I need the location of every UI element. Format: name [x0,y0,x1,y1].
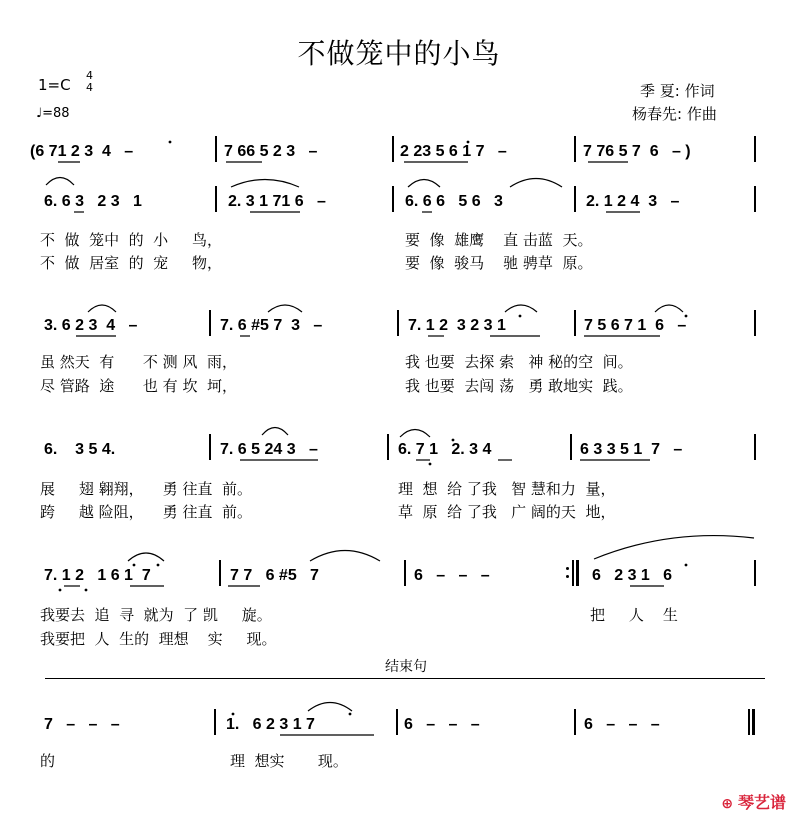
slur [655,305,683,312]
slur [310,551,380,562]
lyric-line: 尽 管路 途 也 有 坎 坷， [40,377,237,395]
lyric-line: 我 也要 去探 索 神 秘的空 间。 [405,353,633,371]
system2-bar4: 2. 1 2 4 3 – [586,193,680,210]
system3-bar4: 7 5 6 7 1 6 – [584,317,687,334]
lyric-line: 我 也要 去闯 荡 勇 敢地实 践。 [405,377,633,395]
slur [88,305,116,312]
system3-bar1: 3. 6 2 3 4 – [44,317,138,334]
lyric-line: 不 做 居室 的 宠 物， [40,254,222,272]
tempo-value: =88 [42,106,70,121]
lyric-line: 理 想 给 了我 智 慧和力 量， [398,480,616,498]
slur [510,179,562,188]
lyric-line: 展 翅 翱翔， 勇 往直 前。 [40,480,252,498]
slur [594,536,754,559]
lyric-line: 跨 越 险阻， 勇 往直 前。 [40,503,252,521]
system6-bar1: 7 – – – [44,716,120,733]
lyric-line: 我要去 追 寻 就为 了 凯 旋。 [40,606,272,624]
lyric-line: 虽 然天 有 不 测 风 雨， [40,353,237,371]
time-signature-bottom: 4 [86,81,93,94]
slur [128,553,164,561]
system4-bar2: 7. 6 5 24 3 – [220,441,318,458]
slur [46,178,74,186]
slur [408,180,440,188]
slur [268,305,302,312]
ending-marker: 结束句 [385,659,427,675]
lyric-line: 把 人 生 [590,606,678,624]
system5-bar3: 6 – – – [414,567,490,584]
time-signature-top: 4 [86,69,93,82]
lyric-line: 的 [40,752,56,770]
system1-bar2: 7 66 5 2 3 – [224,143,318,160]
slur [231,180,299,188]
system2-bar3: 6. 6 6 5 6 3 [405,193,503,210]
system6-bar3: 6 – – – [404,716,480,733]
slur [308,703,352,712]
lyricist-credit: 季 夏: 作词 [640,82,715,100]
slur [400,430,430,438]
lyric-line: 理 想实 现。 [230,752,348,770]
system6-bar4: 6 – – – [584,716,660,733]
system2-bar2: 2. 3 1 71 6 – [228,193,326,210]
slur [505,305,537,312]
lyric-line: 不 做 笼中 的 小 鸟， [40,231,222,249]
key-signature: 1=C [38,76,71,94]
song-title: 不做笼中的小鸟 [297,37,501,70]
site-logo [721,790,786,813]
system1-bar4: 7 76 5 7 6 – ) [583,143,691,160]
quarter-note-icon: ♩ [36,106,43,121]
logo-text: 琴艺谱 [737,793,786,812]
logo-mark-icon: ⊕ [721,796,738,812]
slur [262,428,288,436]
lyric-line: 要 像 骏马 驰 骋草 原。 [405,254,593,272]
system4-bar4: 6 3 3 5 1 7 – [580,441,683,458]
system4-bar1: 6. 3 5 4. [44,441,116,458]
system5-bar4: 6 2 3 1 6 [592,567,673,584]
system5-bar1: 7. 1 2 1 6 1 7 [44,567,151,584]
system5-bar2: 7 7 6 #5 7 [230,567,319,584]
system4-bar3: 6. 7 1 2. 3 4 [398,441,492,458]
system3-bar3: 7. 1 2 3 2 3 1 [408,317,506,334]
lyric-line: 草 原 给 了我 广 阔的天 地， [398,503,616,521]
system6-bar2: 1. 6 2 3 1 7 [226,716,315,733]
lyric-line: 我要把 人 生的 理想 实 现。 [40,630,277,648]
system1-bar3: 2 23 5 6 1 7 – [400,143,507,160]
lyric-line: 要 像 雄鹰 直 击蓝 天。 [405,231,593,249]
composer-credit: 杨春先: 作曲 [632,105,717,123]
system2-bar1: 6. 6 3 2 3 1 [44,193,142,210]
system3-bar2: 7. 6 #5 7 3 – [220,317,323,334]
system1-bar1: (6 71 2 3 4 – [30,143,134,160]
